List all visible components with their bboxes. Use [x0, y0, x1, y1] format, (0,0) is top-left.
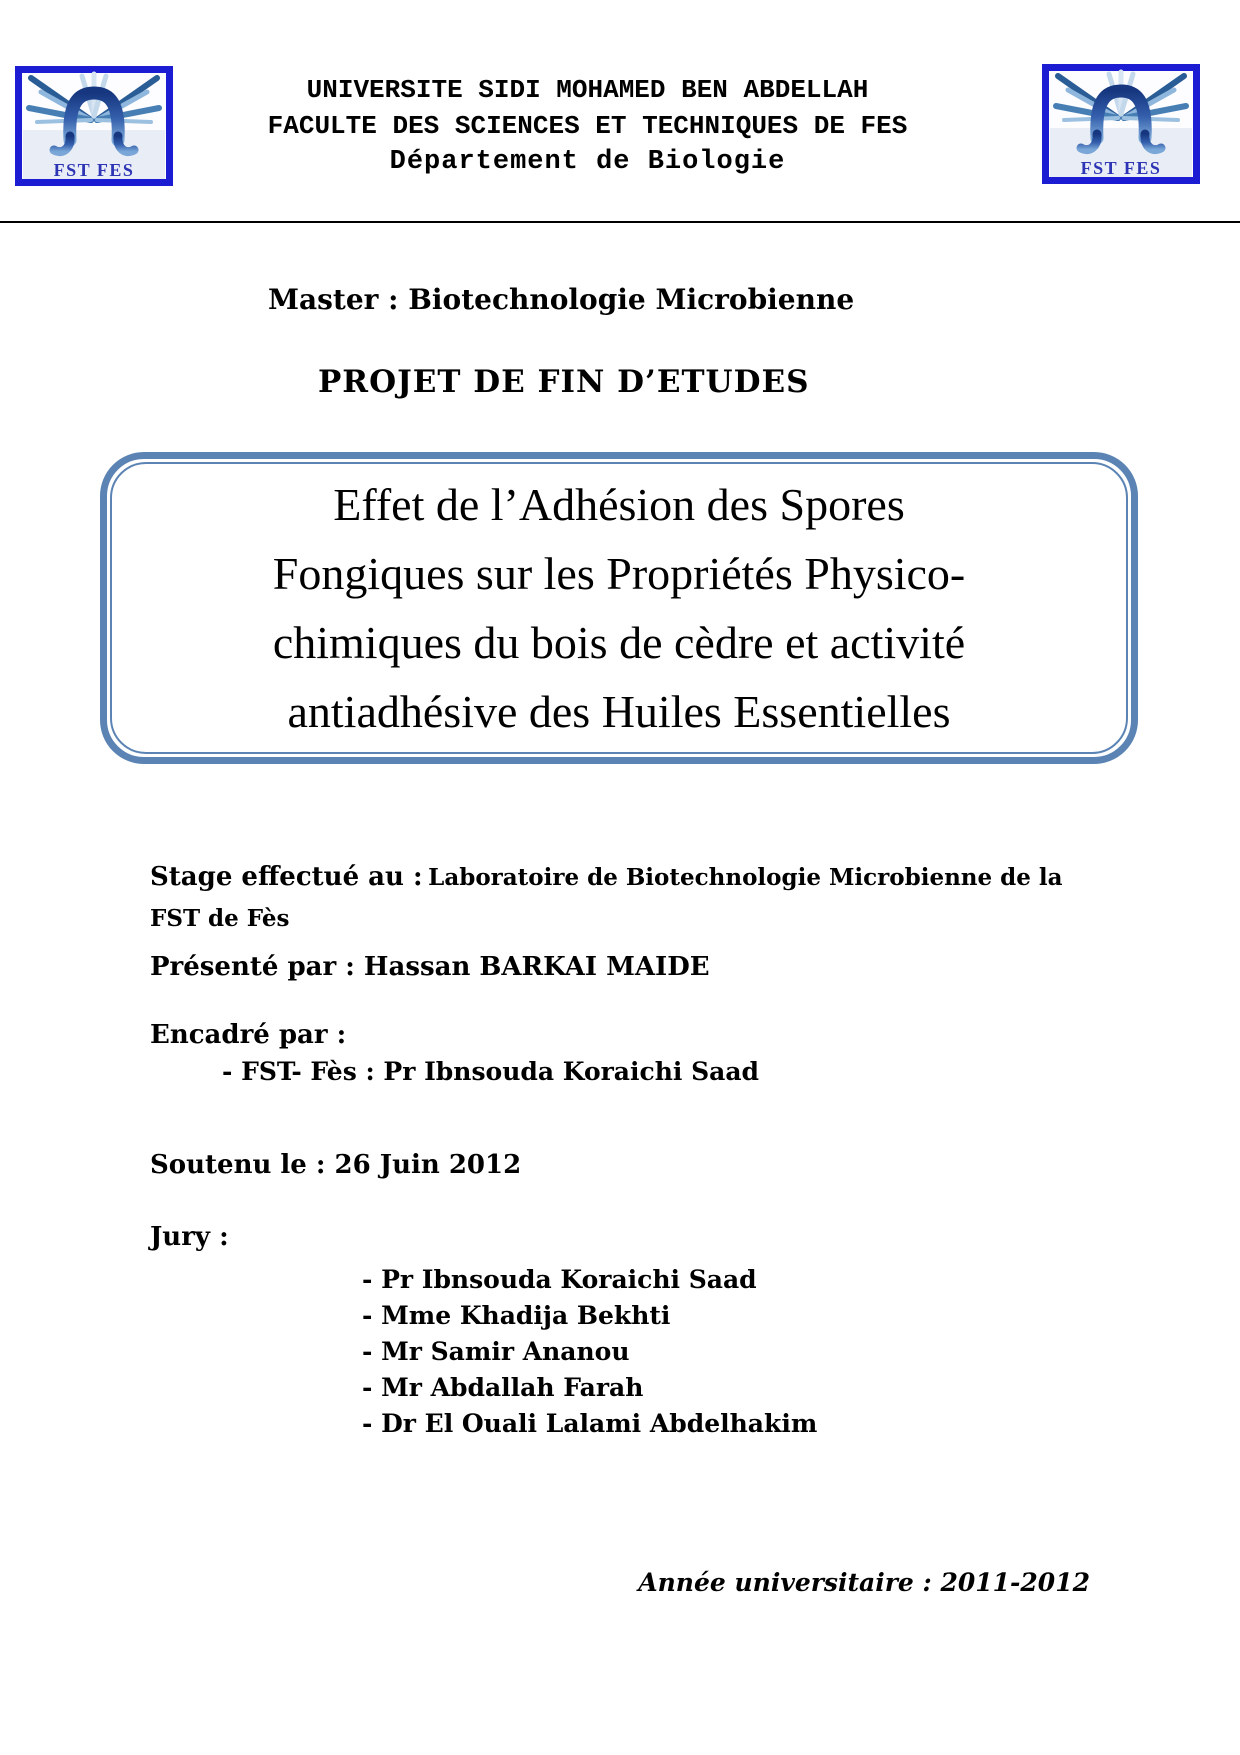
department-name: Département de Biologie	[389, 147, 786, 177]
jury-list	[362, 1262, 817, 1442]
internship-label: Stage effectué au :	[150, 862, 423, 892]
project-heading: PROJET DE FIN D’ETUDES	[318, 364, 810, 400]
jury-member: - Mr Abdallah Farah	[362, 1373, 644, 1402]
faculty-name: FACULTE DES SCIENCES ET TECHNIQUES DE FES	[267, 111, 908, 141]
thesis-title-line: antiadhésive des Huiles Essentielles	[287, 686, 951, 737]
presented-by-line	[150, 952, 710, 982]
jury-member: - Mme Khadija Bekhti	[362, 1301, 671, 1330]
presented-by-value: Hassan BARKAI MAIDE	[363, 952, 710, 982]
academic-year: Année universitaire : 2011-2012	[638, 1568, 1090, 1597]
thesis-title-line: Effet de l’Adhésion des Spores	[333, 479, 905, 530]
fst-logo-caption: FST FES	[53, 160, 135, 180]
defense-date-line: Soutenu le : 26 Juin 2012	[150, 1150, 522, 1180]
internship-section	[150, 858, 1150, 938]
internship-line1	[150, 858, 1150, 899]
fst-fes-logo-right	[1042, 64, 1200, 184]
fst-fes-logo-image	[15, 66, 173, 186]
supervisor-item: - FST- Fès : Pr Ibnsouda Koraichi Saad	[222, 1057, 760, 1086]
header-divider	[0, 221, 1240, 223]
jury-member: - Dr El Ouali Lalami Abdelhakim	[362, 1409, 818, 1438]
fst-fes-logo-left	[15, 66, 173, 186]
jury-member: - Pr Ibnsouda Koraichi Saad	[362, 1265, 757, 1294]
thesis-title-line: Fongiques sur les Propriétés Physico-	[272, 548, 966, 599]
jury-label: Jury :	[150, 1222, 229, 1252]
fst-logo-caption: FST FES	[1080, 158, 1162, 178]
institution-header	[165, 72, 1010, 180]
presented-by-label: Présenté par :	[150, 952, 355, 982]
thesis-title-box	[100, 452, 1138, 764]
fst-fes-logo-image	[1042, 64, 1200, 184]
thesis-title	[110, 462, 1128, 754]
jury-member: - Mr Samir Ananou	[362, 1337, 630, 1366]
university-name: UNIVERSITE SIDI MOHAMED BEN ABDELLAH	[306, 75, 869, 105]
supervisor-label: Encadré par :	[150, 1020, 347, 1050]
master-program-line: Master : Biotechnologie Microbienne	[268, 283, 855, 316]
thesis-title-line: chimiques du bois de cèdre et activité	[272, 617, 966, 668]
internship-value: Laboratoire de Biotechnologie Microbienne de la	[428, 864, 1063, 891]
internship-line2: FST de Fès	[150, 905, 290, 932]
